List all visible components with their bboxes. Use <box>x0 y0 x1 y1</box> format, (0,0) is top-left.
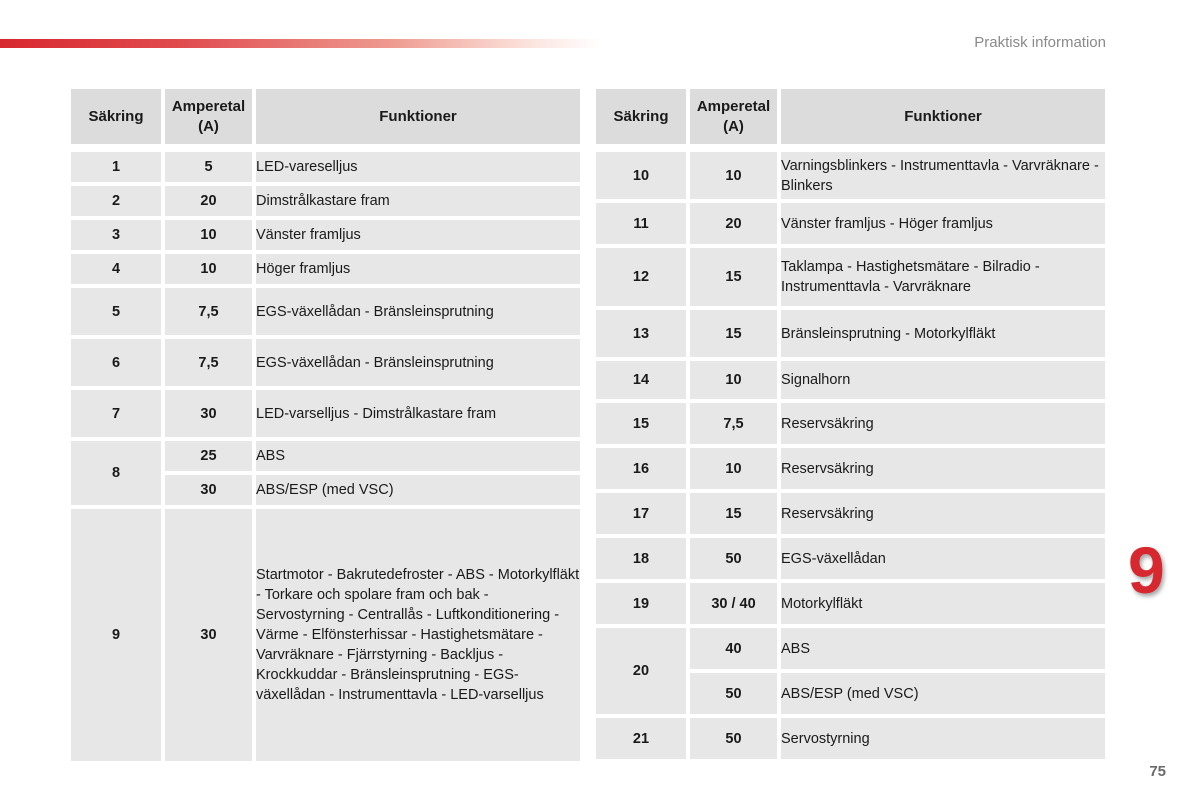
table-row <box>596 538 1105 579</box>
fuse-function: Signalhorn <box>781 361 1105 399</box>
fuse-amperage: 20 <box>165 186 252 216</box>
chapter-number: 9 <box>1128 533 1165 607</box>
fuse-function: EGS-växellådan <box>781 538 1105 579</box>
fuse-function: EGS-växellådan - Bränsleinsprutning <box>256 288 580 335</box>
fuse-function: Varningsblinkers - Instrumenttavla - Varvräknare - Blinkers <box>781 152 1105 199</box>
fuse-function: EGS-växellådan - Bränsleinsprutning <box>256 339 580 386</box>
table-row <box>71 441 580 471</box>
fuse-function: Servostyrning <box>781 718 1105 759</box>
fuse-number: 15 <box>596 403 686 444</box>
fuse-amperage: 7,5 <box>690 403 777 444</box>
fuse-amperage: 20 <box>690 203 777 244</box>
table-header-row <box>596 89 1105 144</box>
fuse-number: 18 <box>596 538 686 579</box>
fuse-function: Bränsleinsprutning - Motorkylfläkt <box>781 310 1105 357</box>
fuse-number: 6 <box>71 339 161 386</box>
fuse-amperage: 30 / 40 <box>690 583 777 624</box>
page-header-title: Praktisk information <box>974 34 1106 51</box>
table-row <box>596 583 1105 624</box>
table-row <box>71 220 580 250</box>
fuse-function: ABS/ESP (med VSC) <box>781 673 1105 714</box>
table-row <box>596 361 1105 399</box>
table-row <box>71 186 580 216</box>
fuse-amperage: 7,5 <box>165 339 252 386</box>
header-amp: Amperetal (A) <box>165 89 252 144</box>
table-header-row <box>71 89 580 144</box>
fuse-function: Vänster framljus <box>256 220 580 250</box>
fuse-amperage: 10 <box>690 448 777 489</box>
fuse-function: Startmotor - Bakrutedefroster - ABS - Motorkylfläkt - Torkare och spolare fram och bak - Servostyrning - Centrallås - Luftkonditionering - Värme - Elfönsterhissar - Hastighetsmätare - Varvräknare - Fjärrstyrning - Backljus - Krockkuddar - Bränsleinsprutning - EGS-växellådan - Instrumenttavla - LED-varselljus <box>256 509 580 761</box>
table-row <box>71 152 580 182</box>
fuse-function: Reservsäkring <box>781 448 1105 489</box>
fuse-number: 17 <box>596 493 686 534</box>
fuse-function: Reservsäkring <box>781 493 1105 534</box>
fuse-number: 8 <box>71 441 161 505</box>
fuse-function: ABS <box>256 441 580 471</box>
fuse-number: 4 <box>71 254 161 284</box>
table-row <box>596 403 1105 444</box>
fuse-number: 16 <box>596 448 686 489</box>
fuse-table-right <box>592 85 1109 763</box>
fuse-number: 1 <box>71 152 161 182</box>
fuse-function: Taklampa - Hastighetsmätare - Bilradio - Instrumenttavla - Varvräknare <box>781 248 1105 306</box>
fuse-function: Motorkylfläkt <box>781 583 1105 624</box>
fuse-number: 19 <box>596 583 686 624</box>
fuse-number: 7 <box>71 390 161 437</box>
fuse-number: 21 <box>596 718 686 759</box>
fuse-table-left <box>67 85 584 765</box>
header-accent-bar <box>0 39 600 48</box>
fuse-amperage: 50 <box>690 673 777 714</box>
page-number: 75 <box>1149 763 1166 780</box>
fuse-number: 5 <box>71 288 161 335</box>
fuse-amperage: 25 <box>165 441 252 471</box>
fuse-number: 11 <box>596 203 686 244</box>
header-func: Funktioner <box>781 89 1105 144</box>
table-row <box>596 152 1105 199</box>
header-fuse: Säkring <box>71 89 161 144</box>
fuse-function: Höger framljus <box>256 254 580 284</box>
fuse-number: 13 <box>596 310 686 357</box>
table-row <box>596 310 1105 357</box>
table-row <box>596 718 1105 759</box>
header-amp: Amperetal (A) <box>690 89 777 144</box>
fuse-amperage: 5 <box>165 152 252 182</box>
fuse-number: 3 <box>71 220 161 250</box>
table-row <box>596 203 1105 244</box>
fuse-function: Dimstrålkastare fram <box>256 186 580 216</box>
fuse-number: 14 <box>596 361 686 399</box>
fuse-amperage: 40 <box>690 628 777 669</box>
table-row <box>71 390 580 437</box>
table-row <box>596 448 1105 489</box>
fuse-amperage: 10 <box>165 220 252 250</box>
fuse-function: LED-vareselljus <box>256 152 580 182</box>
fuse-number: 12 <box>596 248 686 306</box>
fuse-amperage: 15 <box>690 493 777 534</box>
fuse-amperage: 10 <box>690 361 777 399</box>
fuse-amperage: 15 <box>690 310 777 357</box>
header-func: Funktioner <box>256 89 580 144</box>
fuse-number: 20 <box>596 628 686 714</box>
fuse-function: Vänster framljus - Höger framljus <box>781 203 1105 244</box>
header-fuse: Säkring <box>596 89 686 144</box>
fuse-amperage: 30 <box>165 509 252 761</box>
fuse-number: 10 <box>596 152 686 199</box>
fuse-amperage: 10 <box>165 254 252 284</box>
table-row <box>71 339 580 386</box>
table-row <box>596 493 1105 534</box>
fuse-amperage: 30 <box>165 390 252 437</box>
fuse-function: Reservsäkring <box>781 403 1105 444</box>
fuse-amperage: 15 <box>690 248 777 306</box>
fuse-number: 2 <box>71 186 161 216</box>
fuse-amperage: 50 <box>690 538 777 579</box>
table-row <box>596 248 1105 306</box>
fuse-function: ABS <box>781 628 1105 669</box>
table-row <box>596 628 1105 669</box>
fuse-function: ABS/ESP (med VSC) <box>256 475 580 505</box>
table-row <box>71 509 580 761</box>
table-row <box>71 288 580 335</box>
fuse-amperage: 50 <box>690 718 777 759</box>
fuse-number: 9 <box>71 509 161 761</box>
fuse-amperage: 7,5 <box>165 288 252 335</box>
table-row <box>71 254 580 284</box>
fuse-amperage: 10 <box>690 152 777 199</box>
fuse-amperage: 30 <box>165 475 252 505</box>
fuse-function: LED-varselljus - Dimstrålkastare fram <box>256 390 580 437</box>
